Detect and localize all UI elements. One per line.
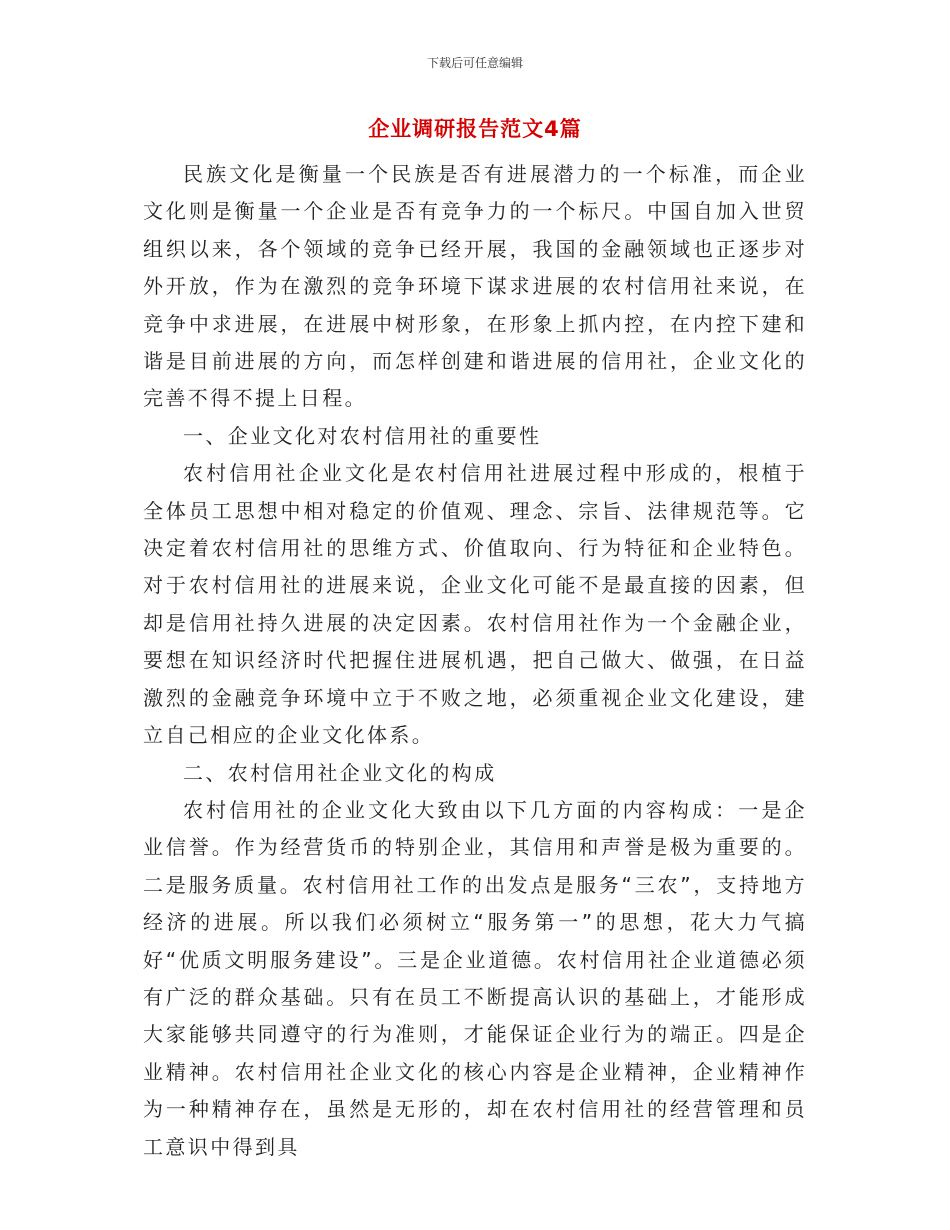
- section-heading-1: 一、企业文化对农村信用社的重要性: [183, 423, 542, 448]
- document-title: 企业调研报告范文4篇: [368, 117, 582, 141]
- paragraph-section-1: 农村信用社企业文化是农村信用社进展过程中形成的，根植于全体员工思想中相对稳定的价值观、理念、宗旨、法律规范等。它决定着农村信用社的思维方式、价值取向、行为特征和企业特色。对于农村信用社的进展来说，企业文化可能不是最直接的因素，但却是信用社持久进展的决定因素。农村信用社作为一个金融企业，要想在知识经济时代把握住进展机遇，把自己做大、做强，在日益激烈的金融竞争环境中立于不败之地，必须重视企业文化建设，建立自己相应的企业文化体系。: [143, 461, 807, 748]
- document-body: [143, 156, 807, 1166]
- section-heading-2: 二、农村信用社企业文化的构成: [183, 760, 497, 785]
- header-note: 下载后可任意编辑: [426, 56, 523, 70]
- paragraph-intro: 民族文化是衡量一个民族是否有进展潜力的一个标准，而企业文化则是衡量一个企业是否有竞争力的一个标尺。中国自加入世贸组织以来，各个领域的竞争已经开展，我国的金融领域也正逐步对外开放，作为在激烈的竞争环境下谋求进展的农村信用社来说，在竞争中求进展，在进展中树形象，在形象上抓内控，在内控下建和谐是目前进展的方向，而怎样创建和谐进展的信用社，企业文化的完善不得不提上日程。: [143, 162, 807, 411]
- paragraph-section-2: 农村信用社的企业文化大致由以下几方面的内容构成：一是企业信誉。作为经营货币的特别企业，其信用和声誉是极为重要的。二是服务质量。农村信用社工作的出发点是服务“三农”，支持地方经济的进展。所以我们必须树立“服务第一”的思想，花大力气搞好“优质文明服务建设”。三是企业道德。农村信用社企业道德必须有广泛的群众基础。只有在员工不断提高认识的基础上，才能形成大家能够共同遵守的行为准则，才能保证企业行为的端正。四是企业精神。农村信用社企业文化的核心内容是企业精神，企业精神作为一种精神存在，虽然是无形的，却在农村信用社的经营管理和员工意识中得到具: [143, 797, 807, 1159]
